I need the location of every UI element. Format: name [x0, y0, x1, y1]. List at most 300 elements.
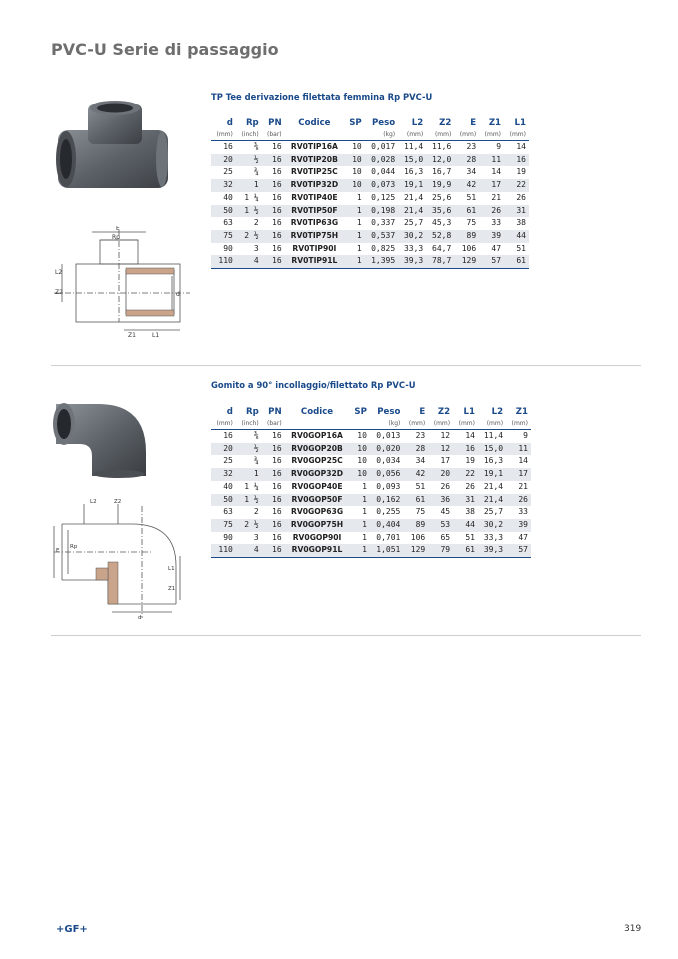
table-cell: 21,4 [398, 205, 426, 218]
table-cell: 26 [479, 205, 504, 218]
table-cell: 0,028 [365, 154, 398, 167]
col-header-codice: Codice [298, 118, 331, 128]
table-row [211, 141, 529, 154]
table-cell: 35,6 [426, 205, 454, 218]
table-row [211, 468, 531, 481]
table-cell: 28 [454, 154, 479, 167]
unit-cell: (mm) [479, 130, 504, 141]
elbow-technical-drawing [52, 496, 184, 620]
table-cell: 21 [518, 481, 528, 491]
tee-drawing-label-l1: L1 [152, 332, 160, 339]
table-cell: 16,3 [403, 167, 424, 177]
table-cell: 20 [211, 443, 236, 456]
table-cell: 61 [454, 205, 479, 218]
table-row [211, 166, 529, 179]
table-cell: 1 [344, 255, 365, 268]
page-number: 319 [624, 924, 642, 934]
unit-cell [285, 130, 344, 141]
table-cell: 110 [211, 544, 236, 557]
col-header-z1: Z1 [488, 118, 502, 128]
table-row [211, 205, 529, 218]
elbow-drawing-label-d: d [138, 615, 142, 620]
table-cell: 9 [496, 142, 502, 151]
table-cell: 16 [272, 192, 282, 202]
table-cell: 16 [262, 154, 285, 167]
table-cell: 90 [223, 243, 233, 253]
table-cell: 25,7 [403, 218, 424, 228]
table-cell: 16 [272, 507, 282, 517]
table-cell: 15,0 [398, 154, 426, 167]
col-header-l1: L1 [463, 407, 475, 417]
product-code-cell: RV0TIP75H [285, 230, 344, 243]
table-cell: 51 [466, 192, 477, 202]
table-cell: 33,3 [403, 243, 424, 253]
elbow-drawing-label-l1: L1 [168, 566, 175, 572]
unit-cell: (mm) [478, 419, 506, 430]
tee-drawing-label-z2: Z2 [55, 289, 63, 296]
table-cell: 52,8 [426, 230, 454, 243]
table-cell: 28 [403, 443, 428, 456]
table-cell: ⅜ [253, 142, 259, 151]
table-cell: 39,3 [398, 255, 426, 268]
table-units-row [211, 419, 531, 430]
unit-cell: (bar) [262, 419, 285, 430]
col-header-sp: SP [349, 118, 362, 128]
table-cell: 1,051 [370, 544, 403, 557]
product-code-cell: RV0TIP20B [285, 154, 344, 167]
unit-cell: (inch) [236, 419, 262, 430]
table-cell: 75 [415, 507, 426, 517]
product-code-cell: RV0TIP63G [290, 218, 339, 228]
col-header-z1: Z1 [515, 407, 528, 417]
table-row [211, 430, 531, 443]
product-code-cell: RV0TIP25C [291, 167, 338, 177]
table-cell: 47 [518, 532, 528, 542]
table-cell: 61 [504, 255, 529, 268]
table-cell: 63 [223, 218, 233, 228]
col-header-pn: PN [268, 118, 282, 128]
table-cell: 89 [454, 230, 479, 243]
table-cell: 110 [211, 255, 236, 268]
elbow-drawing-label-l2: L2 [90, 499, 97, 505]
product-code-cell: RV0GOP32D [285, 468, 350, 481]
table-cell: 12 [440, 431, 451, 440]
table-cell: 10 [349, 443, 370, 456]
table-cell: 0,255 [376, 507, 401, 517]
table-cell: 12,0 [426, 154, 454, 167]
table-cell: 34 [415, 456, 426, 466]
table-cell: 25 [223, 456, 233, 466]
table-row [211, 519, 531, 532]
table-cell: 17 [506, 468, 531, 481]
table-cell: 11,4 [483, 431, 504, 440]
unit-cell: (mm) [453, 419, 478, 430]
table-cell: ½ [236, 443, 262, 456]
tee-section-title: TP Tee derivazione filettata femmina Rp PVC-U [211, 92, 433, 102]
unit-cell [344, 130, 365, 141]
table-cell: 0,337 [371, 218, 396, 228]
product-code-cell: RV0TIP16A [290, 142, 338, 151]
table-cell: 1 [236, 179, 262, 192]
unit-cell: (mm) [398, 130, 426, 141]
table-cell: 1 [356, 192, 362, 202]
table-row [211, 532, 531, 545]
table-cell: 0,701 [376, 532, 401, 542]
table-cell: 11 [506, 443, 531, 456]
table-cell: 78,7 [426, 255, 454, 268]
table-cell: 0,825 [371, 243, 396, 253]
table-cell: 16,3 [483, 456, 504, 466]
table-cell: 10 [349, 468, 370, 481]
table-cell: 0,056 [370, 468, 403, 481]
table-cell: 1 [349, 544, 370, 557]
unit-cell: (mm) [211, 130, 236, 141]
table-cell: 44 [504, 230, 529, 243]
col-header-rp: Rp [245, 407, 259, 417]
table-cell: 0,537 [365, 230, 398, 243]
elbow-drawing-label-z2: Z2 [114, 499, 122, 505]
unit-cell: (mm) [504, 130, 529, 141]
section-divider [51, 635, 641, 636]
table-cell: 36 [428, 494, 453, 507]
table-row [211, 179, 529, 192]
table-cell: 19 [465, 456, 475, 466]
elbow-fitting-photo [52, 386, 152, 478]
table-cell: 63 [223, 507, 233, 517]
tee-drawing-label-l2: L2 [55, 269, 63, 276]
table-cell: 16 [223, 431, 233, 440]
table-cell: 34 [466, 167, 477, 177]
table-cell: 75 [211, 519, 236, 532]
table-cell: 0,034 [376, 456, 401, 466]
table-cell: 57 [479, 255, 504, 268]
table-row [211, 481, 531, 494]
elbow-drawing-label-e: E [56, 548, 60, 554]
table-header-row [211, 117, 529, 130]
col-header-d: d [226, 407, 233, 417]
product-code-cell: RV0TIP50F [285, 205, 344, 218]
table-cell: 1 [236, 468, 262, 481]
table-cell: 0,013 [376, 431, 401, 440]
table-cell: 4 [236, 255, 262, 268]
elbow-drawing-label-rp: Rp [70, 544, 78, 550]
table-cell: 10 [344, 154, 365, 167]
table-cell: 42 [403, 468, 428, 481]
col-header-z2: Z2 [439, 118, 452, 128]
table-cell: 0,020 [370, 443, 403, 456]
product-code-cell: RV0GOP20B [285, 443, 350, 456]
table-cell: 26 [506, 494, 531, 507]
table-cell: 26 [465, 481, 475, 491]
table-cell: 16 [262, 494, 285, 507]
col-header-pn: PN [268, 407, 282, 417]
table-cell: 11,6 [432, 142, 452, 151]
table-cell: 1 [356, 243, 362, 253]
table-cell: 3 [253, 532, 259, 542]
table-cell: 16 [453, 443, 478, 456]
table-cell: ½ [236, 154, 262, 167]
table-cell: 19,1 [478, 468, 506, 481]
table-cell: 16 [272, 167, 282, 177]
unit-cell: (mm) [211, 419, 236, 430]
table-cell: 14 [516, 142, 526, 151]
table-cell: 79 [428, 544, 453, 557]
table-cell: 22 [453, 468, 478, 481]
table-cell: 40 [223, 192, 233, 202]
table-cell: 17 [440, 456, 451, 466]
table-cell: 47 [491, 243, 502, 253]
table-cell: 50 [211, 205, 236, 218]
table-cell: 1 [349, 494, 370, 507]
table-cell: 17 [479, 179, 504, 192]
table-cell: 32 [211, 179, 236, 192]
product-code-cell: RV0GOP25C [291, 456, 343, 466]
unit-cell: (inch) [236, 130, 262, 141]
col-header-e: E [419, 407, 426, 417]
col-header-d: d [226, 118, 233, 128]
table-cell: 14 [518, 456, 528, 466]
table-cell: 53 [428, 519, 453, 532]
unit-cell: (mm) [428, 419, 453, 430]
table-cell: 16 [223, 142, 233, 151]
table-cell: 16 [262, 205, 285, 218]
table-cell: 2 ½ [236, 519, 262, 532]
product-code-cell: RV0GOP16A [291, 431, 343, 440]
table-row [211, 154, 529, 167]
table-cell: 16 [262, 443, 285, 456]
table-cell: 10 [352, 167, 362, 177]
table-row [211, 455, 531, 468]
table-cell: 10 [357, 431, 367, 440]
table-cell: 16 [262, 230, 285, 243]
table-cell: 51 [415, 481, 426, 491]
table-cell: 15,0 [478, 443, 506, 456]
table-cell: 19,1 [398, 179, 426, 192]
tee-drawing-label-e: E [116, 226, 120, 232]
unit-cell: (mm) [426, 130, 454, 141]
table-row [211, 255, 529, 268]
product-code-cell: RV0GOP75H [285, 519, 350, 532]
table-cell: 64,7 [432, 243, 452, 253]
col-header-sp: SP [354, 407, 367, 417]
table-cell: 14 [465, 431, 475, 440]
elbow-section-title: Gomito a 90° incollaggio/filettato Rp PVC-U [211, 380, 416, 390]
table-cell: 33 [491, 218, 502, 228]
table-cell: 20 [428, 468, 453, 481]
col-header-rp: Rp [245, 118, 259, 128]
table-cell: 57 [506, 544, 531, 557]
table-cell: 39 [479, 230, 504, 243]
table-cell: 16 [262, 179, 285, 192]
table-cell: 11,4 [403, 142, 424, 151]
unit-cell [349, 419, 370, 430]
table-cell: 129 [454, 255, 479, 268]
table-cell: 44 [453, 519, 478, 532]
table-cell: 16 [272, 142, 282, 151]
table-cell: 16 [272, 532, 282, 542]
table-row [211, 192, 529, 205]
table-cell: 50 [211, 494, 236, 507]
table-cell: 16 [272, 456, 282, 466]
table-row [211, 217, 529, 230]
table-cell: 2 ½ [236, 230, 262, 243]
table-cell: 38 [465, 507, 475, 517]
table-cell: 65 [440, 532, 451, 542]
table-cell: 1 [362, 532, 367, 542]
table-cell: 75 [466, 218, 477, 228]
table-cell: 129 [403, 544, 428, 557]
col-header-l2: L2 [411, 118, 424, 128]
table-cell: 3 [253, 243, 259, 253]
table-cell: 19 [516, 167, 526, 177]
table-cell: 10 [357, 456, 367, 466]
table-cell: 14 [491, 167, 502, 177]
table-cell: 45,3 [432, 218, 452, 228]
table-cell: 33 [518, 507, 528, 517]
product-code-cell: RV0GOP50F [285, 494, 350, 507]
tee-drawing-label-d: d [176, 291, 180, 298]
table-cell: 89 [403, 519, 428, 532]
table-cell: 30,2 [478, 519, 506, 532]
table-cell: 10 [344, 179, 365, 192]
tee-drawing-label-rp: Rp [112, 234, 120, 241]
table-cell: ⅜ [253, 431, 259, 440]
col-header-codice: Codice [300, 407, 334, 417]
col-header-l1: L1 [514, 118, 526, 128]
table-cell: ¾ [253, 456, 259, 466]
col-header-z2: Z2 [437, 407, 451, 417]
page-title: PVC-U Serie di passaggio [51, 40, 279, 59]
table-cell: 21 [491, 192, 502, 202]
table-cell: 1 ¼ [244, 192, 259, 202]
table-cell: 38 [516, 218, 526, 228]
table-cell: 1 ½ [236, 494, 262, 507]
table-cell: 19,9 [426, 179, 454, 192]
section-divider [51, 365, 641, 366]
table-cell: 12 [428, 443, 453, 456]
table-row [211, 443, 531, 456]
table-cell: 33,3 [483, 532, 504, 542]
table-cell: 26 [516, 192, 526, 202]
table-cell: 0,017 [371, 142, 396, 151]
table-cell: 16 [272, 218, 282, 228]
product-code-cell: RV0GOP40E [291, 481, 343, 491]
table-cell: 16 [262, 468, 285, 481]
table-cell: 23 [415, 431, 426, 440]
table-cell: 16 [262, 519, 285, 532]
table-cell: 16 [262, 255, 285, 268]
table-units-row [211, 130, 529, 141]
tee-spec-table [211, 117, 529, 269]
table-cell: 40 [223, 481, 233, 491]
table-cell: 106 [410, 532, 426, 542]
table-cell: 25 [223, 167, 233, 177]
table-cell: 25,6 [432, 192, 452, 202]
table-cell: 9 [523, 431, 528, 440]
table-cell: 90 [223, 532, 233, 542]
table-cell: 1 [344, 230, 365, 243]
table-cell: 30,2 [398, 230, 426, 243]
table-cell: 21,4 [478, 494, 506, 507]
table-cell: 1 [362, 481, 367, 491]
tee-table-body [211, 141, 529, 269]
gf-logo: +GF+ [56, 924, 88, 935]
table-cell: 1 [344, 205, 365, 218]
unit-cell: (kg) [370, 419, 403, 430]
unit-cell [285, 419, 350, 430]
tee-drawing-label-z1: Z1 [128, 332, 136, 339]
table-cell: 0,125 [371, 192, 396, 202]
table-cell: 23 [466, 142, 477, 151]
table-cell: 0,162 [370, 494, 403, 507]
table-cell: 0,198 [365, 205, 398, 218]
product-code-cell: RV0GOP91L [285, 544, 350, 557]
table-cell: 31 [453, 494, 478, 507]
table-row [211, 544, 531, 557]
product-code-cell: RV0TIP32D [285, 179, 344, 192]
table-cell: 61 [403, 494, 428, 507]
elbow-drawing-label-z1: Z1 [168, 586, 176, 592]
table-cell: 45 [440, 507, 451, 517]
elbow-table-body [211, 430, 531, 558]
tee-technical-drawing [52, 226, 192, 340]
table-header-row [211, 406, 531, 419]
table-cell: 106 [461, 243, 477, 253]
product-code-cell: RV0GOP90I [292, 532, 342, 542]
col-header-peso: Peso [377, 407, 401, 417]
table-cell: 1 [362, 507, 367, 517]
table-cell: 4 [236, 544, 262, 557]
col-header-l2: L2 [491, 407, 504, 417]
table-cell: 0,404 [370, 519, 403, 532]
table-cell: 22 [504, 179, 529, 192]
table-cell: 2 [253, 218, 259, 228]
table-row [211, 243, 529, 256]
unit-cell: (mm) [403, 419, 428, 430]
table-cell: 31 [504, 205, 529, 218]
table-cell: 20 [211, 154, 236, 167]
table-cell: 0,073 [365, 179, 398, 192]
table-cell: 25,7 [483, 507, 504, 517]
col-header-e: E [470, 118, 477, 128]
elbow-spec-table [211, 406, 531, 558]
table-cell: 0,044 [371, 167, 396, 177]
table-cell: 16,7 [432, 167, 452, 177]
table-cell: ¾ [253, 167, 259, 177]
product-code-cell: RV0GOP63G [290, 507, 344, 517]
table-cell: 11 [479, 154, 504, 167]
table-cell: 21,4 [403, 192, 424, 202]
table-cell: 2 [253, 507, 259, 517]
table-cell: 26 [440, 481, 451, 491]
table-row [211, 506, 531, 519]
table-row [211, 230, 529, 243]
product-code-cell: RV0TIP40E [291, 192, 338, 202]
table-cell: 75 [211, 230, 236, 243]
table-cell: 39,3 [478, 544, 506, 557]
product-code-cell: RV0TIP90I [292, 243, 337, 253]
unit-cell: (mm) [454, 130, 479, 141]
unit-cell: (mm) [506, 419, 531, 430]
table-row [211, 494, 531, 507]
table-cell: 1 [356, 218, 362, 228]
table-cell: 10 [352, 142, 362, 151]
table-cell: 32 [211, 468, 236, 481]
table-cell: 21,4 [483, 481, 504, 491]
table-cell: 16 [504, 154, 529, 167]
table-cell: 1 [349, 519, 370, 532]
unit-cell: (kg) [365, 130, 398, 141]
